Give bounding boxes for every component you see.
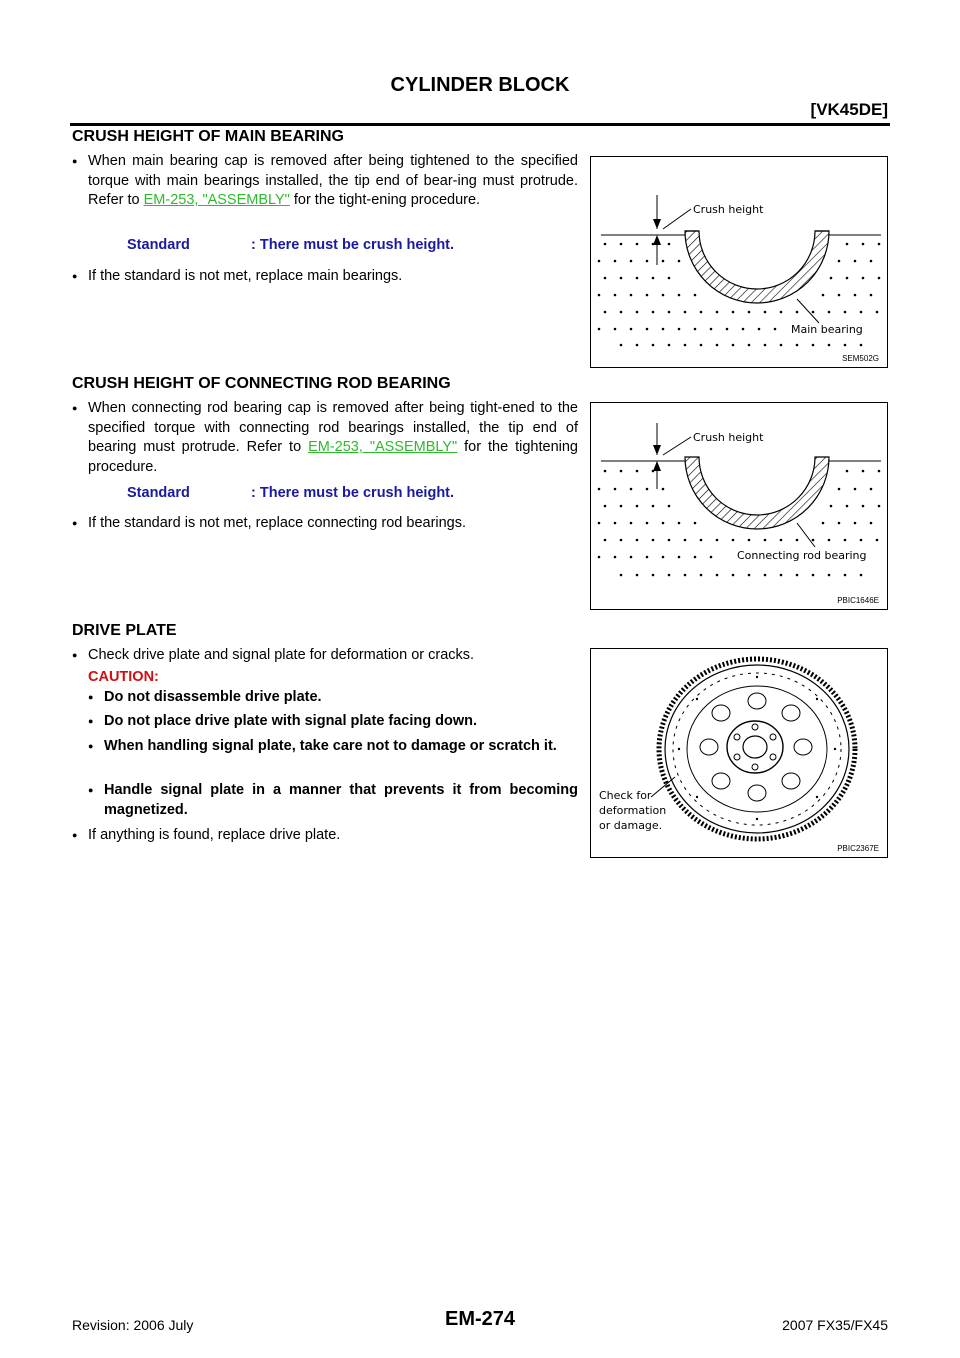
bearing-diagram-main: [591, 157, 887, 367]
caution-item-2-text: Do not place drive plate with signal plate facing down.: [104, 713, 478, 729]
rod-bullet-2-text: If the standard is not met, replace connecting rod bearings.: [88, 515, 467, 531]
page-number: EM-274: [444, 1308, 516, 1330]
caution-item-3: [88, 737, 578, 757]
figure-drive-label-3: or damage.: [599, 819, 663, 832]
drive-bullet-1-text: Check drive plate and signal plate for deformation or cracks.: [88, 647, 475, 663]
main-bullet-2: [72, 267, 578, 287]
header-rule: [70, 123, 890, 126]
bullet-dot-icon: ●: [72, 518, 78, 528]
bullet-dot-icon: ●: [88, 716, 94, 726]
figure-drive-label-1: Check for: [599, 789, 652, 802]
caution-item-1: [88, 688, 578, 708]
caution-heading: CAUTION:: [88, 669, 159, 685]
figure-rod-bearing: [590, 402, 888, 610]
page-title: CYLINDER BLOCK: [390, 74, 570, 96]
bullet-dot-icon: ●: [72, 156, 78, 166]
figure-drive-label-2: deformation: [599, 804, 667, 817]
figure-main-label-bottom: Main bearing: [791, 323, 863, 336]
bullet-dot-icon: ●: [72, 271, 78, 281]
figure-drive-plate: [590, 648, 888, 858]
rod-bullet-1: [72, 399, 578, 477]
drive-bullet-2-text: If anything is found, replace drive plate.: [88, 827, 341, 843]
main-bullet-2-text: If the standard is not met, replace main bearings.: [88, 268, 403, 284]
rod-bullet-1-tail: for the tightening procedure.: [88, 439, 578, 475]
engine-code: [VK45DE]: [810, 100, 888, 119]
rod-standard-label: Standard: [127, 485, 190, 501]
figure-rod-label-bottom: Connecting rod bearing: [737, 549, 867, 562]
main-standard: [127, 237, 455, 253]
bearing-diagram-rod: [591, 403, 887, 609]
figure-main-bearing: [590, 156, 888, 368]
main-bullet-1-text: When main bearing cap is removed after being tightened to the specified torque with main bearings installed, the tip end of bear-ing must protrude. Refer to: [88, 153, 578, 208]
caution-item-4-text: Handle signal plate in a manner that prevents it from becoming magnetized.: [104, 782, 578, 818]
caution-item-2: [88, 712, 578, 732]
rod-standard-value: : There must be crush height.: [251, 485, 455, 501]
vehicle-model: 2007 FX35/FX45: [782, 1317, 888, 1333]
bullet-dot-icon: ●: [72, 830, 78, 840]
rod-bullet-1-text: When connecting rod bearing cap is removed after being tight-ened to the specified torque with connecting rod bearings installed, the tip end of bearing must protrude. Refer to: [88, 400, 578, 455]
figure-main-label-top: Crush height: [693, 203, 764, 216]
drive-bullet-2: [72, 826, 578, 846]
drive-bullet-1: [72, 646, 578, 666]
figure-rod-code: PBIC1646E: [837, 596, 879, 605]
rod-assembly-link[interactable]: EM-253, "ASSEMBLY": [308, 439, 458, 455]
bullet-dot-icon: ●: [88, 785, 94, 795]
rod-bullet-2: [72, 514, 578, 534]
caution-item-3-text: When handling signal plate, take care not to damage or scratch it.: [104, 738, 557, 754]
caution-item-1-text: Do not disassemble drive plate.: [104, 689, 322, 705]
drive-plate-diagram: [591, 649, 887, 857]
figure-drive-code: PBIC2367E: [837, 844, 879, 853]
section-title-rod-bearing: CRUSH HEIGHT OF CONNECTING ROD BEARING: [72, 375, 451, 392]
bullet-dot-icon: ●: [72, 403, 78, 413]
bullet-dot-icon: ●: [88, 692, 94, 702]
bullet-dot-icon: ●: [88, 741, 94, 751]
main-standard-label: Standard: [127, 237, 190, 253]
main-assembly-link[interactable]: EM-253, "ASSEMBLY": [143, 192, 290, 208]
revision-date: Revision: 2006 July: [72, 1317, 194, 1333]
bullet-dot-icon: ●: [72, 650, 78, 660]
section-title-drive-plate: DRIVE PLATE: [72, 622, 177, 639]
figure-main-code: SEM502G: [842, 354, 879, 363]
section-title-main-bearing: CRUSH HEIGHT OF MAIN BEARING: [72, 128, 344, 145]
caution-item-4: [88, 781, 578, 820]
figure-rod-label-top: Crush height: [693, 431, 764, 444]
main-standard-value: : There must be crush height.: [251, 237, 455, 253]
main-bullet-1-tail: for the tight-ening procedure.: [289, 192, 481, 208]
main-bullet-1: [72, 152, 578, 211]
rod-standard: [127, 485, 455, 501]
